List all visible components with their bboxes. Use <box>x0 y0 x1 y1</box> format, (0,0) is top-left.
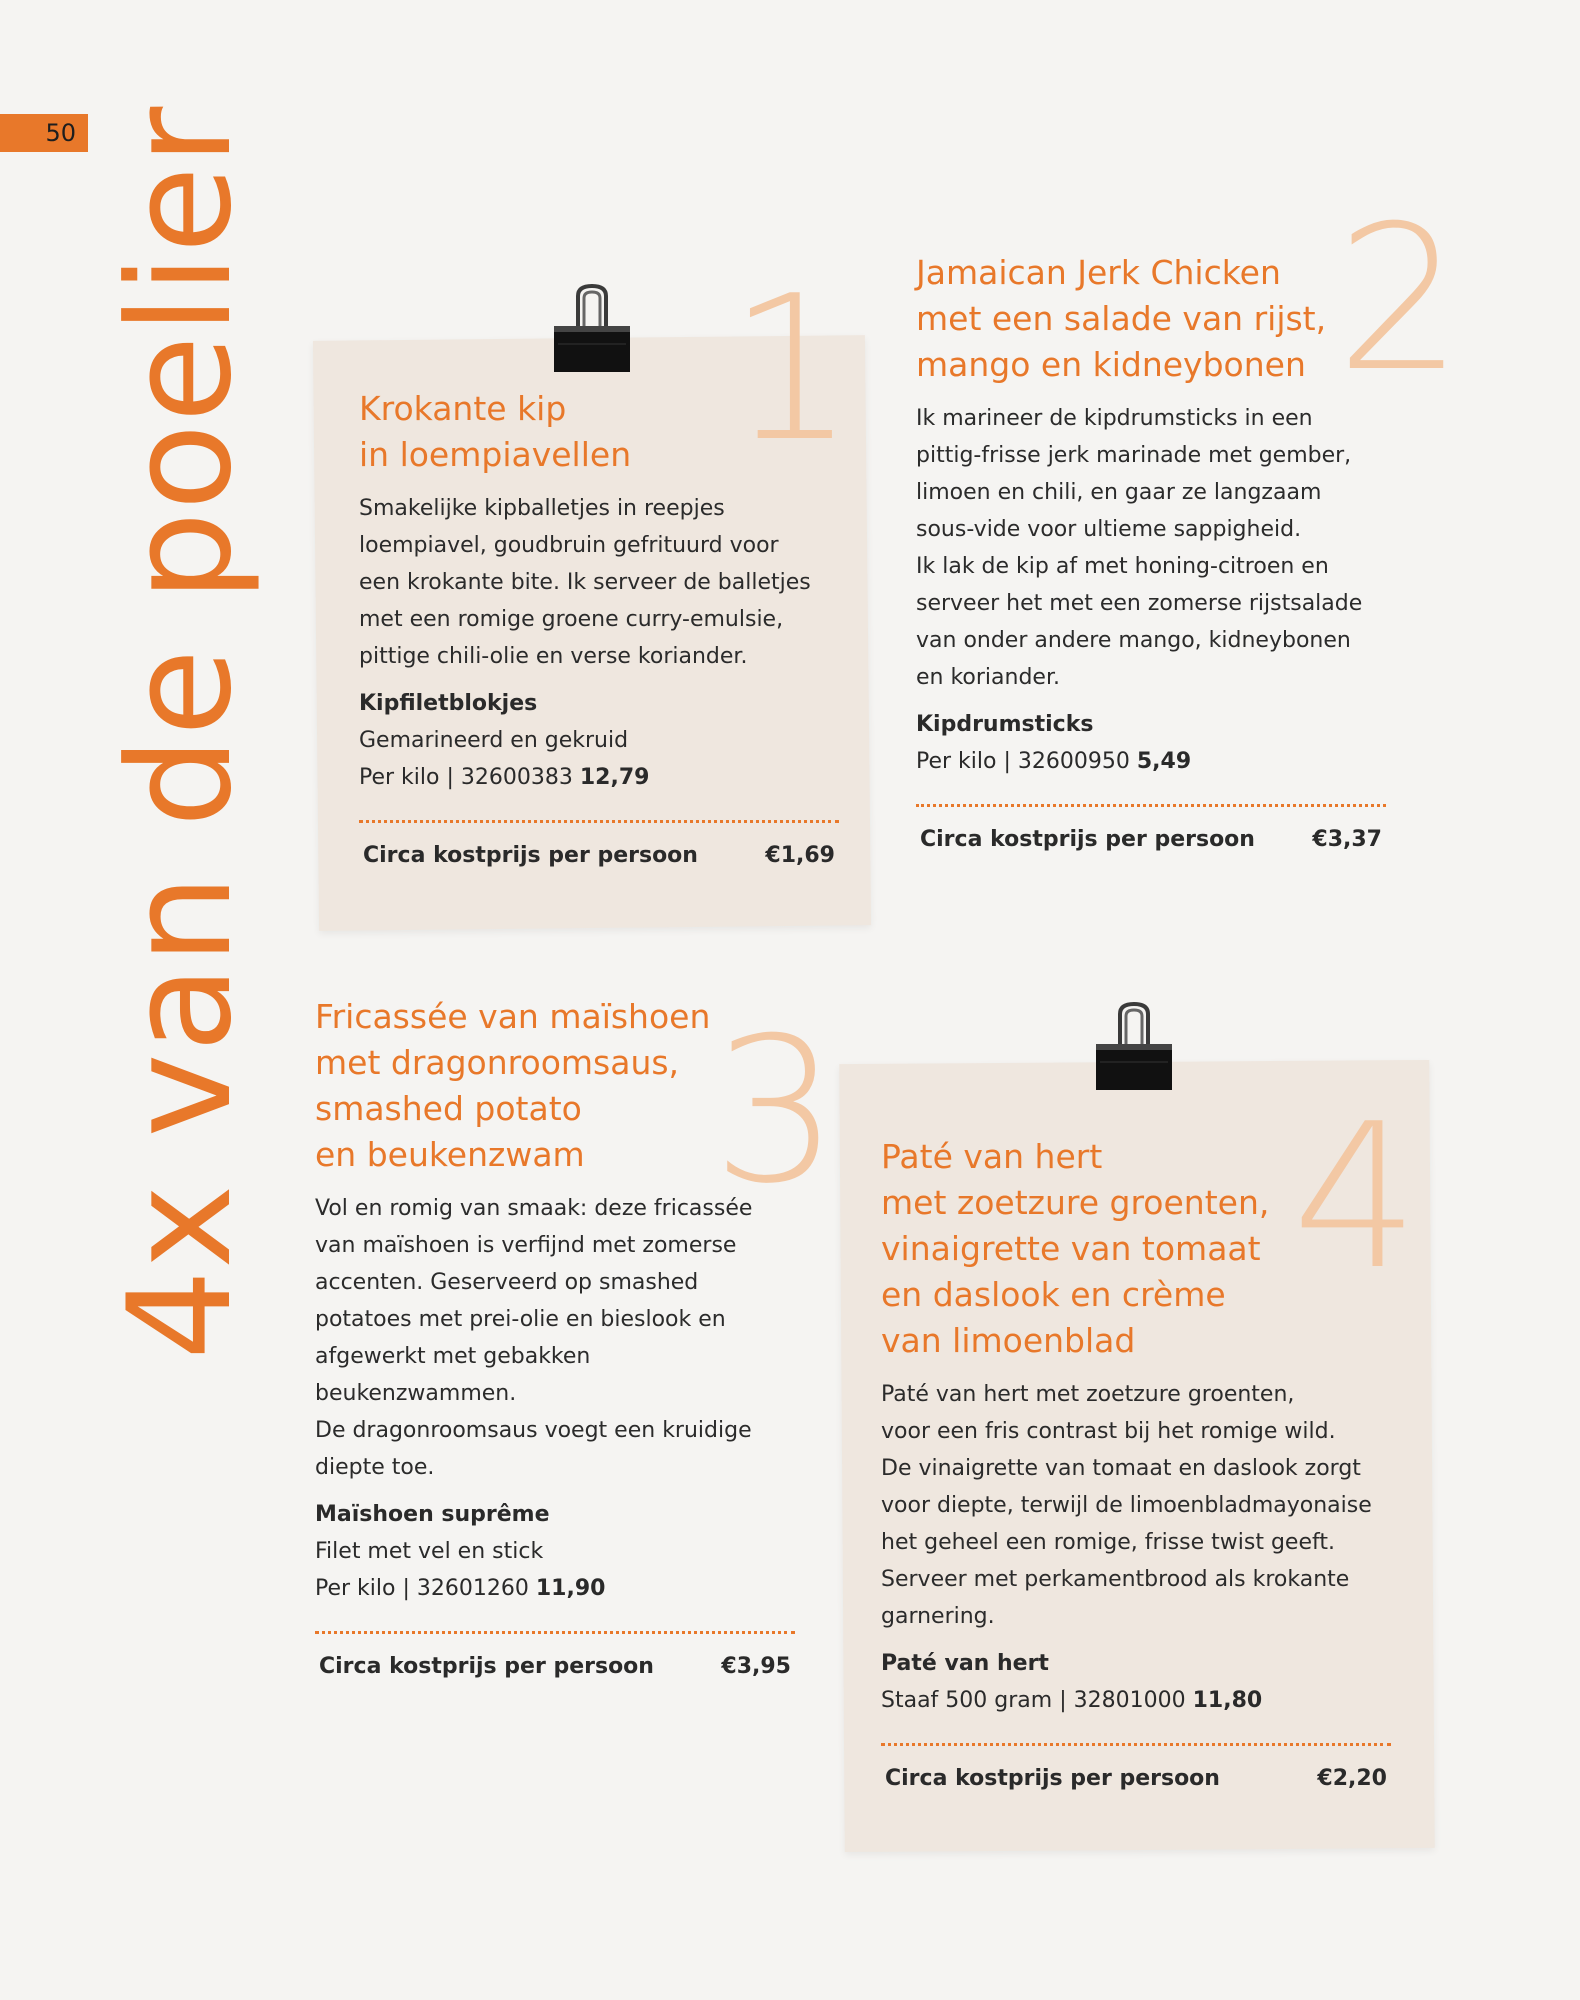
recipe-number: 1 <box>728 253 856 486</box>
recipe-2 <box>916 250 1386 852</box>
recipe-description: Vol en romig van smaak: deze fricassée van maïshoen is verfijnd met zomerse accenten. Geserveerd op smashed potatoes met prei-olie en bieslook en afgewerkt met gebakken beukenzwammen. De dragonroomsaus voegt een kruidige diepte toe. <box>315 1196 753 1480</box>
recipe-3 <box>315 994 795 1679</box>
dotted-divider <box>315 1631 795 1634</box>
product-name: Maïshoen suprême <box>315 1502 550 1527</box>
product-order-line: Per kilo | 32600950 5,49 <box>916 749 1192 774</box>
dotted-divider <box>359 820 839 823</box>
recipe-number: 4 <box>1292 1081 1420 1314</box>
product-spec: Filet met vel en stick <box>315 1539 544 1564</box>
recipe-number: 3 <box>712 995 840 1228</box>
cost-per-person: Circa kostprijs per persoon €3,37 <box>920 827 1382 852</box>
product-order-line: Staaf 500 gram | 32801000 11,80 <box>881 1688 1263 1713</box>
recipe-description: Ik marineer de kipdrumsticks in een pittig-frisse jerk marinade met gember, limoen en chili, en gaar ze langzaam sous-vide voor ultieme sappigheid. Ik lak de kip af met honing-citroen en serveer het met een zomerse rijstsalade van onder andere mango, kidneybonen en koriander. <box>916 406 1363 690</box>
recipe-description: Smakelijke kipballetjes in reepjes loempiavel, goudbruin gefrituurd voor een krokante bite. Ik serveer de balletjes met een romige groene curry-emulsie, pittige chili-olie en verse koriander. <box>359 496 811 669</box>
recipe-1 <box>359 386 839 868</box>
dotted-divider <box>881 1743 1391 1746</box>
product-name: Kipfiletblokjes <box>359 691 538 716</box>
product-spec: Gemarineerd en gekruid <box>359 728 629 753</box>
recipe-title: Fricassée van maïshoen met dragonroomsaus, smashed potato en beukenzwam <box>315 997 711 1174</box>
product-name: Kipdrumsticks <box>916 712 1094 737</box>
recipe-title: Jamaican Jerk Chicken met een salade van rijst, mango en kidneybonen <box>916 253 1327 384</box>
recipe-title: Krokante kip in loempiavellen <box>359 389 632 474</box>
cost-per-person: Circa kostprijs per persoon €3,95 <box>319 1654 791 1679</box>
recipe-number: 2 <box>1336 183 1464 416</box>
product-order-line: Per kilo | 32600383 12,79 <box>359 765 650 790</box>
page-title: 4x van de poelier <box>98 105 263 1360</box>
recipe-title: Paté van hert met zoetzure groenten, vinaigrette van tomaat en daslook en crème van limoenblad <box>881 1137 1270 1360</box>
page-number: 50 <box>0 114 88 152</box>
recipe-description: Paté van hert met zoetzure groenten, voor een fris contrast bij het romige wild. De vinaigrette van tomaat en daslook zorgt voor diepte, terwijl de limoenbladmayonaise het geheel een romige, frisse twist geeft. Serveer met perkamentbrood als krokante garnering. <box>881 1382 1372 1629</box>
product-name: Paté van hert <box>881 1651 1049 1676</box>
binder-clip-icon <box>1090 1000 1178 1094</box>
cost-per-person: Circa kostprijs per persoon €1,69 <box>363 843 835 868</box>
product-order-line: Per kilo | 32601260 11,90 <box>315 1576 606 1601</box>
binder-clip-icon <box>548 282 636 376</box>
cost-per-person: Circa kostprijs per persoon €2,20 <box>885 1766 1387 1791</box>
recipe-4 <box>881 1134 1391 1791</box>
dotted-divider <box>916 804 1386 807</box>
